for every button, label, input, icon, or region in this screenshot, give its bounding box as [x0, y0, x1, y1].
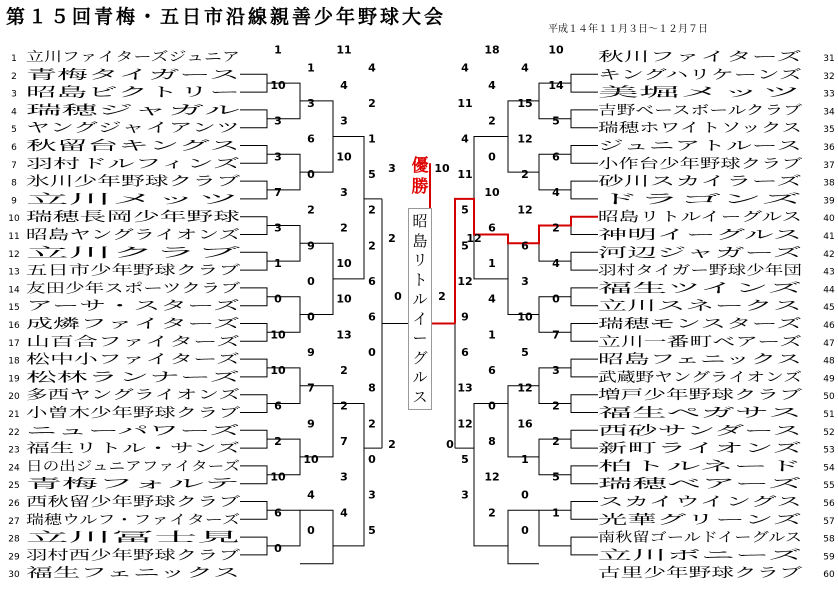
team-name: 青梅フォルテ — [26, 477, 104, 493]
score-label: 9 — [307, 239, 315, 253]
score-label: 1 — [488, 257, 496, 271]
team-number: 8 — [11, 178, 17, 189]
round3-bracket — [300, 386, 333, 457]
round1-bracket — [571, 359, 598, 377]
team-name: 西秋留少年野球クラブ — [26, 495, 157, 510]
score-label: 3 — [274, 114, 282, 128]
team-name: 日の出ジュニアファイターズ — [26, 459, 194, 475]
team-number: 30 — [8, 570, 20, 581]
team-number: 18 — [8, 356, 20, 367]
score-label: 0 — [307, 524, 315, 538]
team-number: 34 — [823, 107, 835, 118]
team-name: 瑞穂モンスターズ — [598, 317, 701, 332]
team-number: 28 — [8, 534, 20, 545]
round1-bracket — [571, 324, 598, 342]
team-number: 39 — [823, 196, 835, 207]
team-number: 50 — [823, 392, 835, 403]
score-label: 3 — [388, 162, 396, 175]
team-name: 羽村西少年野球クラブ — [26, 548, 157, 564]
team-name: スカイウイングス — [598, 495, 802, 510]
team-number: 5 — [11, 125, 17, 136]
score-label: 10 — [270, 470, 286, 484]
team-number: 45 — [823, 303, 835, 314]
team-number: 56 — [823, 499, 835, 509]
score-label: 12 — [457, 417, 473, 431]
team-number: 58 — [823, 534, 835, 545]
round3-bracket — [300, 101, 333, 172]
team-number: 23 — [8, 445, 20, 456]
champion-team-name: 昭 島 リ ト ル イ ー グ ル ス — [412, 212, 428, 406]
score-label: 7 — [274, 185, 282, 199]
score-label: 4 — [552, 185, 560, 199]
team-name: 福生フェニックス — [26, 566, 129, 582]
score-label: 5 — [461, 239, 469, 253]
team-name: キングハリケーンズ — [598, 67, 802, 83]
score-label: 7 — [552, 328, 560, 342]
team-number: 1 — [11, 54, 17, 64]
team-number: 54 — [823, 463, 835, 474]
round1-bracket — [240, 430, 267, 448]
page-title: 第１５回青梅・五日市沿線親善少年野球大会 — [6, 6, 447, 28]
team-name: 立川ファイターズジュニア — [26, 50, 240, 65]
score-label: 0 — [446, 438, 454, 451]
team-name: 秋川ファイターズ — [598, 50, 702, 65]
team-number: 40 — [823, 214, 835, 225]
team-name: 昭島ビクトリー — [26, 85, 240, 101]
team-name: 氷川少年野球クラブ — [26, 174, 144, 190]
team-name: 福生ペガサス — [598, 406, 676, 421]
score-label: 2 — [340, 399, 348, 413]
round1-bracket — [240, 324, 267, 342]
score-label: 9 — [307, 417, 315, 431]
score-label: 0 — [488, 150, 496, 164]
round1-bracket — [240, 502, 267, 520]
team-number: 32 — [823, 71, 835, 82]
team-number: 7 — [11, 160, 17, 171]
round2-bracket — [267, 439, 300, 475]
score-label: 3 — [521, 274, 529, 288]
score-label: 15 — [517, 96, 533, 110]
team-number: 14 — [8, 285, 20, 296]
score-label: 14 — [548, 79, 564, 93]
team-name: 新町ライオンズ — [598, 441, 802, 457]
score-label: 18 — [484, 43, 500, 57]
team-name: 山百合ファイターズ — [26, 334, 240, 350]
round4-bracket — [333, 404, 364, 546]
round2-bracket — [267, 510, 300, 546]
team-name: 福生ツインズ — [598, 281, 675, 297]
round1-bracket — [571, 537, 598, 555]
team-number: 25 — [8, 481, 20, 492]
score-label: 11 — [336, 43, 352, 57]
score-label: 1 — [521, 452, 529, 466]
team-name: 羽村ドルフィンズ — [26, 156, 129, 172]
round1-bracket — [571, 430, 598, 448]
team-name: 河辺ジャガーズ — [598, 245, 802, 261]
score-label: 0 — [307, 168, 315, 182]
winner-path-lines — [430, 163, 598, 323]
score-label: 10 — [270, 79, 286, 93]
team-number: 9 — [11, 196, 17, 207]
team-name: 柏トルネード — [598, 459, 676, 475]
round1-bracket — [240, 146, 267, 164]
score-label: 4 — [340, 79, 348, 93]
score-label: 1 — [274, 43, 282, 57]
team-number: 29 — [8, 552, 20, 563]
score-label: 10 — [548, 43, 564, 57]
score-label: 3 — [307, 96, 315, 110]
score-label: 2 — [368, 203, 376, 217]
score-label: 7 — [307, 381, 315, 395]
score-label: 4 — [307, 488, 315, 502]
score-label: 5 — [552, 470, 560, 484]
score-label: 10 — [336, 292, 352, 306]
round1-bracket — [240, 537, 267, 555]
team-number: 47 — [823, 338, 835, 349]
team-name: 立川クラブ — [26, 245, 240, 261]
score-label: 6 — [552, 150, 560, 164]
score-label: 3 — [340, 470, 348, 484]
team-name: 友田少年スポーツクラブ — [26, 281, 169, 297]
score-label: 1 — [368, 132, 376, 146]
round1-bracket — [240, 395, 267, 413]
score-label: 2 — [274, 435, 282, 449]
score-label: 2 — [521, 168, 529, 182]
team-name: 増戸少年野球クラブ — [598, 388, 716, 404]
team-number: 60 — [823, 570, 835, 581]
team-name: 福生リトル・サンズ — [26, 441, 142, 457]
score-label: 2 — [368, 239, 376, 253]
round1-bracket — [240, 466, 267, 484]
team-name: 立川一番町ベアーズ — [598, 334, 802, 350]
round1-bracket — [571, 146, 598, 164]
score-label: 12 — [517, 132, 533, 146]
score-label: 6 — [488, 363, 496, 377]
round3-bracket — [300, 510, 333, 563]
score-label: 12 — [484, 470, 500, 484]
team-number: 13 — [8, 267, 20, 278]
team-name: 立川スネークス — [598, 299, 802, 315]
champion-winner-path — [455, 199, 598, 324]
team-number: 41 — [823, 232, 835, 242]
round2-bracket — [267, 226, 300, 262]
score-label: 13 — [457, 381, 473, 395]
round1-bracket — [240, 181, 267, 199]
score-label: 0 — [307, 274, 315, 288]
team-number: 44 — [823, 285, 835, 296]
team-name: アーサ・スターズ — [26, 299, 240, 315]
team-number: 20 — [8, 392, 20, 403]
score-label: 12 — [517, 203, 533, 217]
score-label: 0 — [307, 310, 315, 324]
team-name: 昭島リトルイーグルス — [598, 210, 802, 226]
round1-bracket — [571, 110, 598, 128]
score-label: 2 — [552, 435, 560, 449]
team-number: 36 — [823, 143, 835, 153]
team-name: 青梅タイガース — [26, 67, 116, 83]
team-name: 武蔵野ヤングライオンズ — [598, 370, 740, 386]
team-name: ジュニアトルース — [598, 139, 802, 154]
team-number: 43 — [823, 267, 835, 278]
score-label: 2 — [307, 203, 315, 217]
team-name: 瑞穂ベアーズ — [598, 477, 675, 493]
round1-bracket — [571, 74, 598, 92]
score-label: 10 — [434, 162, 450, 175]
team-name: 多西ヤングライオンズ — [26, 388, 240, 404]
score-label: 0 — [394, 290, 402, 303]
score-label: 1 — [552, 506, 560, 520]
team-name: 光華グリーンズ — [598, 512, 689, 528]
team-number: 48 — [823, 356, 835, 367]
team-name: 瑞穂ウルフ・ファイターズ — [26, 512, 181, 528]
score-label: 3 — [368, 488, 376, 502]
score-label: 5 — [521, 346, 529, 360]
round1-bracket — [571, 217, 598, 235]
score-label: 11 — [457, 168, 473, 182]
score-label: 2 — [552, 399, 560, 413]
score-label: 4 — [488, 292, 496, 306]
team-number: 42 — [823, 249, 835, 260]
score-label: 3 — [274, 221, 282, 235]
score-label: 4 — [488, 79, 496, 93]
champion-label: 優勝 — [411, 156, 429, 197]
score-label: 3 — [274, 150, 282, 164]
score-label: 5 — [461, 203, 469, 217]
team-name: 西砂サンダース — [598, 423, 688, 439]
score-label: 11 — [457, 96, 473, 110]
score-label: 6 — [368, 274, 376, 288]
score-label: 10 — [517, 310, 533, 324]
team-number: 27 — [8, 516, 20, 527]
team-number: 2 — [11, 71, 17, 82]
score-label: 3 — [461, 488, 469, 502]
score-label: 2 — [368, 96, 376, 110]
team-number: 19 — [8, 374, 20, 385]
score-label: 1 — [307, 61, 315, 75]
team-number: 16 — [8, 321, 20, 331]
score-label: 3 — [552, 363, 560, 377]
team-name: 昭島フェニックス — [598, 352, 802, 368]
round1-bracket — [240, 74, 267, 92]
score-label: 7 — [340, 435, 348, 449]
team-number: 6 — [11, 143, 17, 153]
score-label: 5 — [368, 168, 376, 182]
score-label: 9 — [461, 310, 469, 324]
team-number: 3 — [11, 89, 17, 100]
score-label: 0 — [368, 452, 376, 466]
round1-bracket — [240, 359, 267, 377]
team-number: 59 — [823, 552, 835, 563]
score-label: 3 — [340, 114, 348, 128]
team-number: 35 — [823, 125, 835, 136]
team-name: 砂川スカイラーズ — [598, 174, 701, 190]
team-name: 松中小ファイターズ — [26, 352, 143, 368]
score-label: 12 — [457, 274, 473, 288]
score-label: 4 — [461, 61, 469, 75]
score-label: 3 — [340, 185, 348, 199]
team-number: 31 — [823, 54, 835, 64]
round1-bracket — [571, 252, 598, 270]
team-name: ニューパワーズ — [26, 423, 240, 439]
score-label: 0 — [368, 346, 376, 360]
tournament-date: 平成１４年１１月３日〜１２月７日 — [548, 24, 708, 35]
team-name: 立川メッツ — [26, 192, 240, 208]
round1-bracket — [240, 288, 267, 306]
score-label: 10 — [270, 363, 286, 377]
team-name: 吉野ベースボールクラブ — [598, 103, 740, 119]
score-label: 0 — [488, 399, 496, 413]
score-label: 4 — [340, 506, 348, 520]
team-number: 57 — [823, 516, 835, 527]
team-number: 38 — [823, 178, 835, 189]
score-label: 10 — [303, 452, 319, 466]
score-label: 13 — [336, 328, 352, 342]
team-name: 瑞穂長岡少年野球 — [26, 210, 131, 226]
score-label: 12 — [466, 232, 482, 245]
round1-bracket — [240, 110, 267, 128]
team-name: 瑞穂ジャガル — [26, 103, 104, 119]
round1-bracket — [240, 217, 267, 235]
score-label: 12 — [517, 381, 533, 395]
team-name: 秋留台キングス — [26, 139, 117, 154]
team-name: 小曽木少年野球クラブ — [26, 406, 157, 421]
score-label: 2 — [438, 290, 446, 303]
team-number: 49 — [823, 374, 835, 385]
score-label: 4 — [552, 257, 560, 271]
team-name: 立川冨士見 — [26, 530, 240, 546]
team-number: 55 — [823, 481, 835, 492]
score-label: 2 — [368, 417, 376, 431]
team-number: 17 — [8, 338, 20, 349]
round1-bracket — [571, 288, 598, 306]
team-name: ドラゴンズ — [598, 192, 802, 208]
score-label: 6 — [274, 506, 282, 520]
team-number: 10 — [8, 214, 20, 225]
team-number: 4 — [11, 107, 17, 118]
score-label: 4 — [368, 61, 376, 75]
score-label: 10 — [336, 150, 352, 164]
score-label: 0 — [552, 292, 560, 306]
team-name: 松林ランナーズ — [26, 370, 117, 386]
team-number: 22 — [8, 427, 20, 438]
score-label: 6 — [521, 239, 529, 253]
team-number: 51 — [823, 410, 835, 420]
team-name: 古里少年野球クラブ — [598, 566, 716, 582]
score-label: 6 — [307, 132, 315, 146]
team-name: 小作台少年野球クラブ — [598, 156, 729, 172]
team-number: 24 — [8, 463, 20, 474]
round1-bracket — [571, 502, 598, 520]
score-label: 4 — [461, 132, 469, 146]
score-label: 2 — [340, 221, 348, 235]
team-name: 羽村タイガー野球少年団 — [598, 263, 741, 279]
score-label: 2 — [488, 114, 496, 128]
score-label: 2 — [340, 363, 348, 377]
round1-bracket — [571, 395, 598, 413]
score-label: 5 — [461, 452, 469, 466]
score-label: 6 — [488, 221, 496, 235]
team-number: 46 — [823, 321, 835, 331]
team-name: 美堀メッツ — [598, 85, 664, 101]
team-number: 11 — [8, 232, 20, 242]
team-name: ヤングジャイアンツ — [26, 121, 240, 137]
team-number: 12 — [8, 249, 20, 260]
round1-bracket — [240, 252, 267, 270]
round3-bracket — [300, 243, 333, 314]
score-label: 9 — [307, 346, 315, 360]
team-number: 53 — [823, 445, 835, 456]
score-label: 8 — [488, 435, 496, 449]
team-name: 成燐ファイターズ — [26, 317, 130, 332]
score-label: 10 — [270, 328, 286, 342]
score-label: 1 — [488, 328, 496, 342]
score-label: 2 — [552, 221, 560, 235]
score-label: 2 — [388, 232, 396, 245]
score-label: 0 — [521, 488, 529, 502]
score-label: 8 — [368, 381, 376, 395]
score-label: 1 — [274, 257, 282, 271]
team-name: 昭島ヤングライオンズ — [26, 228, 240, 243]
team-number: 37 — [823, 160, 835, 171]
score-label: 10 — [336, 257, 352, 271]
score-label: 2 — [488, 506, 496, 520]
score-label: 10 — [484, 185, 500, 199]
score-label: 5 — [552, 114, 560, 128]
score-label: 6 — [274, 399, 282, 413]
round1-bracket — [571, 181, 598, 199]
score-label: 0 — [274, 541, 282, 555]
round2-bracket — [267, 297, 300, 333]
round2-bracket — [267, 154, 300, 190]
score-label: 0 — [521, 524, 529, 538]
score-label: 0 — [274, 292, 282, 306]
score-label: 6 — [368, 310, 376, 324]
team-number: 21 — [8, 410, 20, 420]
team-name: 神明イーグルス — [598, 228, 689, 243]
score-label: 2 — [388, 438, 396, 451]
team-name: 瑞穂ホワイトソックス — [598, 121, 727, 137]
score-label: 4 — [521, 61, 529, 75]
score-label: 5 — [368, 524, 376, 538]
team-name: 南秋留ゴールドイーグルス — [598, 530, 753, 546]
score-label: 16 — [517, 417, 533, 431]
team-number: 52 — [823, 427, 835, 438]
team-name: 五日市少年野球クラブ — [26, 263, 157, 279]
team-number: 26 — [8, 499, 20, 509]
team-name: 立川ボニーズ — [598, 548, 802, 564]
team-number: 15 — [8, 303, 20, 314]
team-number: 33 — [823, 89, 835, 100]
score-label: 6 — [461, 346, 469, 360]
round1-bracket — [571, 466, 598, 484]
